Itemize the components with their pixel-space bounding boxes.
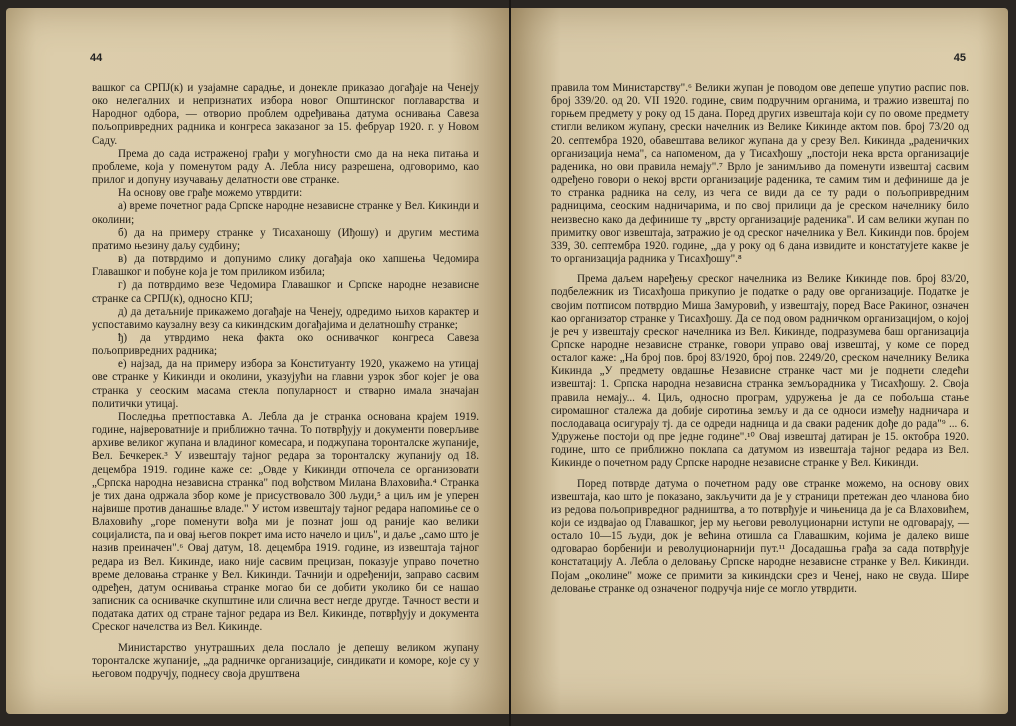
- page-body: [551, 82, 969, 596]
- paragraph: Према даљем наређењу среског начелника из Велике Кикинде пов. број 83/20, подбележник из Тисахђоша прикупио је податке о раду ове организације. Податке је својим потписом потврдио Миша Замуровић, у извештају, поред Васе Ракиног, означен као организатор странке у Тисахђошу. Да се под овом радничком организацијом, о којој је реч у извештају среског начелника из Вел. Кикинде, подразумева баш организација Српске народне независне странке, говори управо овај извештај, у коме се поред осталог каже: „На број пов. број 83/1920, број пов. 2249/20, среском начелнику Велика Кикинда „У предмету овдашње Независне странке част ми је поднети следећи извештај: 1. Српска народна независна странка земљорадника у Тисахђошу. 2. Своја правила немају... 4. Циљ, односно програм, удружења је да се побољша стање сиромашног сталежа да добије сиротиња земљу и да се односи између надничара и послодаваца осигурају тј. да се одреди надница и да сваки раденик дође до рада"⁹ ... 6. Удружење постоји од пре једне године".¹⁰ Овај извештај датиран је 15. октобра 1920. године, што се приближно поклапа са датумом из извештаја тајног редара из Вел. Кикинде о почетном раду Српске народне независне странке у Вел. Кикинди.: [551, 273, 969, 470]
- paragraph: Министарство унутрашњих дела послало је депешу великом жупану торонталске жупаније, „да радничке организације, синдикати и коморе, које су у његовом подручју, поднесу своја друштвена: [92, 641, 479, 680]
- paragraph: вашког са СРПЈ(к) и узајамне сарадње, и донекле приказао догађаје на Ченеју око нелегалних и непризнатих избора новог Општинског поглаварства и Народног одбора, — отворио проблем одређивања датума оснивања Савеза пољопривредних радника и конгреса заказаног за 15. фебруар 1920. г. у Новом Саду.: [92, 82, 479, 147]
- list-item: б) да на примеру странке у Тисаханошу (Иђошу) и другим местима пратимо њезину даљу судбину;: [92, 226, 479, 252]
- paragraph: правила том Министарству".⁶ Велики жупан је поводом ове депеше упутио распис пов. број 339/20. од 20. VII 1920. године, свим подручним органима, и тражио извештај по горњем предмету у року од 15 дана. Поред других извештаја који су по овоме предмету стигли великом жупану, срески начелник из Велике Кикинде актом пов. број 73/20 од 20. септембра 1920, обавештава великог жупана да у срезу Вел. Кикинда „раденичких организација нема", са напоменом, да у Тисахђошу „постоји нека врста организације раденика, но ови правила немају".⁷ Врло је занимљиво да поменути извештај сасвим одређено говори о некој врсти организације раденика, те самим тим и дефинише да је то странка радника на селу, из чега се види да се ту ради о пољопривредним радницима, сеоским надничарима, и по свој прилици да је среском начелнику било неизвесно како да дефинише ту „врсту организације раденика". И сам велики жупан по примитку овог извештаја, затражио је од среског начелника у Вел. Кикинди пов. бројем 339, 30. септембра 1920. године, „да у року од 6 дана извидите и констатујете какве је то организација радника у Тисахђошу".⁸: [551, 82, 969, 266]
- list-item: а) време почетног рада Српске народне независне странке у Вел. Кикинди и околини;: [92, 200, 479, 226]
- left-page: [6, 8, 509, 714]
- list-item: г) да потврдимо везе Чедомира Главашког и Српске народне независне странке са СРПЈ(к), односно КПЈ;: [92, 279, 479, 305]
- list-item: е) најзад, да на примеру избора за Конституанту 1920, укажемо на утицај ове странке у Кикинди и околини, указујући на главни узрок због којег је ова странка у сеоским масама стекла популарност и стварно имала значајан политички утицај.: [92, 358, 479, 410]
- list-item: в) да потврдимо и допунимо слику догађаја око хапшења Чедомира Главашког и побуне која је том приликом избила;: [92, 253, 479, 279]
- page-number: 45: [953, 52, 966, 64]
- paragraph: Поред потврде датума о почетном раду ове странке можемо, на основу ових извештаја, као што је показано, закључити да је у страници претежан део чланова био из редова пољопривредног радништва, а то потврђује и чињеница да је са Влаховићем, који се издвајао од Главашког, јер му његови револуционарни иступи не одговарају, — остало 10—15 људи, док је већина отишла са Главашким, којима је далеко више одговарао борбенији и револуционарнији пут.¹¹ Досадашња грађа за сада потврђује констатацију А. Лебла о деловању Српске народне независне странке у Вел. Кикинди. Појам „околине" може се примити за кикиндски срез и Ченеј, нако не свуда. Шире деловање странке од означеног подручја није се могло утврдити.: [551, 477, 969, 595]
- paragraph: Према до сада истраженој грађи у могућности смо да на нека питања и проблеме, која у поменутом раду А. Лебла нису разрешена, одговоримо, као прилог и допуну изучавању делатности ове странке.: [92, 147, 479, 187]
- page-number: 44: [90, 52, 103, 64]
- paragraph: На основу ове грађе можемо утврдити:: [118, 187, 303, 200]
- right-page: [511, 8, 1008, 714]
- list-item: д) да детаљније прикажемо догађаје на Ченеју, одредимо њихов карактер и успоставимо каузалну везу са кикиндским догађајима и делатношћу странке;: [92, 305, 479, 331]
- list-item: ђ) да утврдимо нека факта око оснивачког конгреса Савеза пољопривредних радника;: [92, 331, 479, 358]
- paragraph: Последња претпоставка А. Лебла да је странка основана крајем 1919. године, највероватније и приближно тачна. То потврђују и документи поверљиве архиве великог жупана и владиног комесара, и поджупана торонталске жупаније, Вел. Бечкерек.³ У извештају тајног редара за торонталску жупанију од 18. децембра 1919. године каже се: „Овде у Кикинди отпочела се организовати „Српска народна независна странка" под вођством Милана Влаховића.⁴ Странка је тих дана одржала збор коме је присуствовало 300 људи,⁵ а циљ им је уперен највише против данашње владе." У истом извештају тајног редара напомиње се о Влаховићу „горе поменути вођа ми је познат још од раније као велики социјалиста, па и овај његов покрет има исто начело и циљ", и даље „само што је назив преиначен".⁶ Овај датум, 18. децембра 1919. године, из извештаја тајног редара из Вел. Кикинде, иако није сасвим прецизан, показује управо почетно време деловања странке у Вел. Кикинди. Тачнији и одређенији, заправо сасвим одређен, датум оснивања странке могао би се добити уколико би се нашао записник са оснивачке скупштине или слична вест негде другде. Тачност вести и података датих од стране тајног редара из Вел. Кикинде, потврђују и документа Среског начелства из Вел. Кикинде.: [92, 410, 479, 634]
- page-body: [92, 82, 479, 681]
